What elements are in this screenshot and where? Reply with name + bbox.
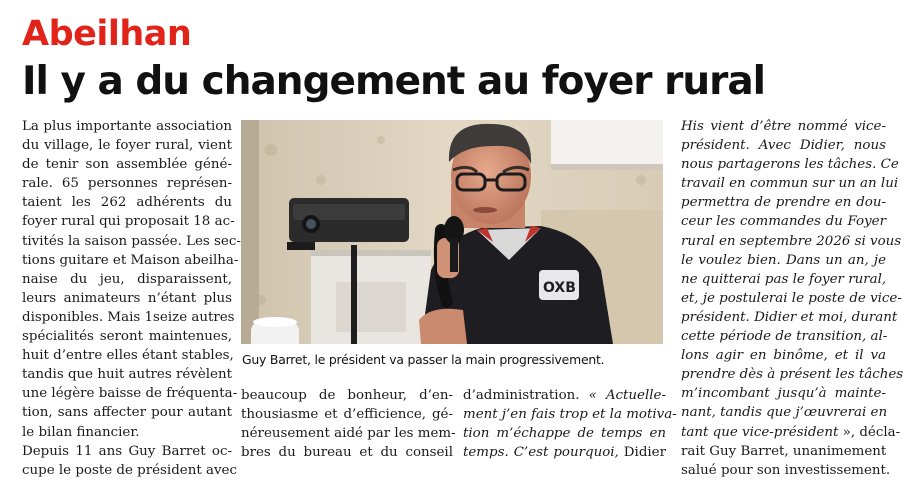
text-line: de tenir son assemblée géné-: [22, 157, 232, 173]
text-line: rural en septembre 2026 si vous: [681, 233, 902, 249]
text-line: [463, 386, 666, 405]
text-fragment: « Actuelle-: [588, 388, 666, 403]
text-line: ne quitterai pas le foyer rural,: [681, 271, 887, 287]
text-line: tion, sans affecter pour autant: [22, 405, 232, 421]
text-line: travail en commun sur un an lui: [681, 176, 899, 192]
article-column-1: [22, 117, 241, 480]
text-fragment: tant que vice-président: [681, 424, 843, 440]
article-column-2: [241, 386, 456, 462]
text-line: thousiasme et d’efficience, gé-: [241, 407, 453, 423]
text-line: Depuis 11 ans Guy Barret oc-: [22, 443, 232, 459]
text-line: tions guitare et Maison abeilha-: [22, 252, 239, 268]
text-line: du village, le foyer rural, vient: [22, 138, 232, 154]
text-line: rait Guy Barret, unanimement: [681, 443, 887, 459]
text-line: cette période de transition, al-: [681, 329, 888, 345]
article-headline: Il y a du changement au foyer rural: [22, 59, 766, 104]
text-line: salué pour son investissement.: [681, 462, 891, 478]
photo-caption: Guy Barret, le président va passer la main progressivement.: [242, 352, 605, 367]
text-line: rale. 65 personnes représen-: [22, 176, 232, 192]
text-fragment: », décla-: [842, 424, 901, 440]
text-line: tivités la saison passée. Les sec-: [22, 233, 241, 249]
text-fragment: Didier: [623, 445, 666, 461]
text-line: prendre dès à présent les tâches: [681, 367, 904, 383]
text-line: disponibles. Mais 1seize autres: [22, 309, 235, 325]
text-line: tandis que huit autres révèlent: [22, 367, 232, 383]
text-line: président. Avec Didier, nous: [681, 138, 886, 154]
photo-illustration: [241, 120, 663, 344]
article-kicker: Abeilhan: [22, 14, 192, 54]
article-column-3: [463, 386, 677, 462]
text-line: le bilan financier.: [22, 424, 140, 440]
text-line: huit d’entre elles étant stables,: [22, 348, 234, 364]
text-line: ment j’en fais trop et la motiva-: [463, 407, 677, 423]
text-line: ceur les commandes du Foyer: [681, 214, 886, 230]
text-line: le voulez bien. Dans un an, je: [681, 252, 886, 268]
text-line: spécialités seront maintenues,: [22, 329, 232, 345]
svg-text:OXB: OXB: [543, 280, 576, 296]
text-fragment: temps. C’est pourquoi,: [463, 445, 624, 461]
text-line: His vient d’être nommé vice-: [681, 119, 886, 134]
text-line: nous partagerons les tâches. Ce: [681, 157, 899, 173]
text-line: naise du jeu, disparaissent,: [22, 271, 232, 287]
text-line: une légère baisse de fréquenta-: [22, 386, 238, 402]
text-line: [463, 443, 666, 462]
text-fragment: d’administration.: [463, 388, 589, 403]
text-line: beaucoup de bonheur, d’en-: [241, 388, 453, 403]
text-line: m’incombant jusqu’à mainte-: [681, 386, 886, 402]
text-line: et, je postulerai le poste de vice-: [681, 290, 902, 306]
text-line: leurs animateurs n’étant plus: [22, 290, 232, 306]
article-photo: [241, 120, 663, 344]
text-line: lons agir en binôme, et il va: [681, 348, 886, 364]
text-line: tion m’échappe de temps en: [463, 426, 666, 442]
text-line: nant, tandis que j’œuvrerai en: [681, 405, 888, 421]
text-line: cupe le poste de président avec: [22, 462, 237, 478]
text-line: bres du bureau et du conseil: [241, 445, 453, 461]
text-line: foyer rural qui proposait 18 ac-: [22, 214, 235, 230]
text-line: taient les 262 adhérents du: [22, 195, 232, 211]
text-line: permettra de prendre en dou-: [681, 195, 886, 211]
text-line: néreusement aidé par les mem-: [241, 426, 456, 442]
text-line: président. Didier et moi, durant: [681, 309, 898, 325]
text-line: [681, 423, 901, 442]
text-line: La plus importante association: [22, 119, 232, 134]
article-column-4: [681, 117, 904, 480]
